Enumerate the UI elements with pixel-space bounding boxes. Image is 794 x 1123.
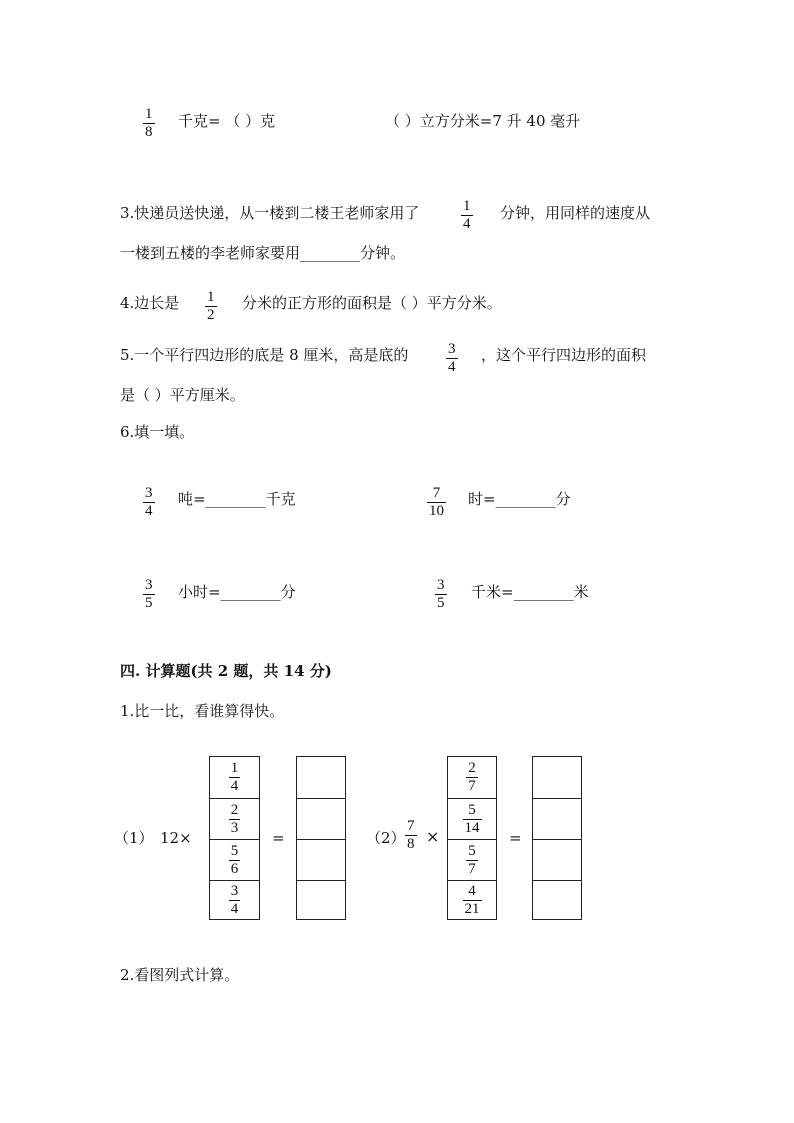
q6-item1-text: 吨=________千克 [178,490,296,508]
part2-cell-2 [448,798,496,839]
fraction-1-4 [461,198,473,233]
part1-fraction-column [209,756,260,920]
fraction [463,883,482,918]
q2-part-a: 千克= （ ）克 [178,112,276,130]
part2-multiplier-fraction [405,818,417,853]
numerator: 3 [437,577,445,593]
q3-line2: 一楼到五楼的李老师家要用________分钟。 [120,244,406,262]
denominator: 21 [464,901,480,917]
calc-q1-title: 1.比一比，看谁算得快。 [120,702,285,720]
fraction [229,802,241,837]
denominator: 4 [448,359,456,375]
numerator: 5 [468,842,476,859]
part1-cell-1 [210,757,259,798]
denominator: 3 [230,819,239,836]
part1-cell-4 [210,880,259,920]
part1-equals: = [272,829,285,847]
q2-part-b: （ ）立方分米=7 升 40 毫升 [385,112,581,130]
denominator: 5 [437,595,445,611]
denominator: 10 [429,503,444,519]
numerator: 3 [230,883,239,899]
denominator: 5 [145,595,153,611]
part2-label: （2） [366,829,406,847]
fraction [466,760,478,795]
answer-box[interactable] [297,798,345,839]
denominator: 8 [407,836,415,852]
numerator: 2 [468,760,476,776]
part2-equals: = [509,829,522,847]
numerator: 1 [207,289,215,305]
answer-box[interactable] [533,839,581,880]
q6-item4-fraction [435,577,447,612]
part1-answer-column [296,756,346,920]
answer-box[interactable] [297,839,345,880]
denominator: 4 [145,503,153,519]
denominator: 7 [468,860,476,877]
part2-cell-3 [448,839,496,880]
q3-line1-post: 分钟，用同样的速度从 [500,204,651,222]
q6-item1-fraction [143,485,155,520]
numerator: 2 [230,801,239,818]
numerator: 3 [145,485,153,501]
fraction [463,802,482,837]
fraction [229,883,241,918]
q4-pre: 4.边长是 [120,294,180,312]
part1-multiplier: 12× [160,829,192,847]
fraction [229,760,241,795]
part2-cell-4 [448,880,496,920]
numerator: 4 [468,883,476,899]
q5-pre: 5.一个平行四边形的底是 8 厘米，高是底的 [120,346,409,364]
denominator: 4 [463,216,471,232]
q6-item2-text: 时=________分 [468,490,571,508]
numerator: 5 [468,801,476,818]
part2-times: × [426,827,440,846]
part1-cell-3 [210,839,259,880]
q5-line2: 是（ ）平方厘米。 [120,386,245,404]
denominator: 6 [230,860,239,877]
denominator: 14 [464,819,480,836]
part2-fraction-column [447,756,497,920]
numerator: 1 [230,760,239,776]
answer-box[interactable] [533,757,581,798]
fraction-1-8 [143,106,155,141]
answer-box[interactable] [533,798,581,839]
numerator: 3 [448,341,456,357]
section-heading: 四. 计算题(共 2 题，共 14 分) [120,662,332,680]
part1-cell-2 [210,798,259,839]
numerator: 5 [230,842,239,859]
fraction [229,843,241,878]
calc-q2-title: 2.看图列式计算。 [120,966,240,984]
q6-item3-fraction [143,577,155,612]
numerator: 3 [145,577,153,593]
numerator: 7 [432,485,441,501]
fraction-1-2 [205,289,217,324]
answer-box[interactable] [297,757,345,798]
q6-item2-fraction [427,485,446,520]
numerator: 1 [145,106,153,122]
q3-line1-pre: 3.快递员送快递，从一楼到二楼王老师家用了 [120,204,420,222]
part1-label: （1） [114,829,154,847]
denominator: 8 [145,124,153,140]
q4-post: 分米的正方形的面积是（ ）平方分米。 [242,294,502,312]
q6-item3-text: 小时=________分 [178,583,296,601]
denominator: 4 [230,778,239,794]
denominator: 4 [230,901,239,917]
fraction [466,843,478,878]
q6-item4-text: 千米=________米 [471,583,589,601]
part2-cell-1 [448,757,496,798]
fraction-3-4 [446,341,458,376]
q5-post: ，这个平行四边形的面积 [481,346,647,364]
denominator: 2 [207,307,215,323]
q6-title: 6.填一填。 [120,423,195,441]
numerator: 7 [407,818,415,834]
denominator: 7 [468,778,476,794]
part2-answer-column [532,756,582,920]
answer-box[interactable] [297,880,345,920]
numerator: 1 [463,198,471,214]
answer-box[interactable] [533,880,581,920]
